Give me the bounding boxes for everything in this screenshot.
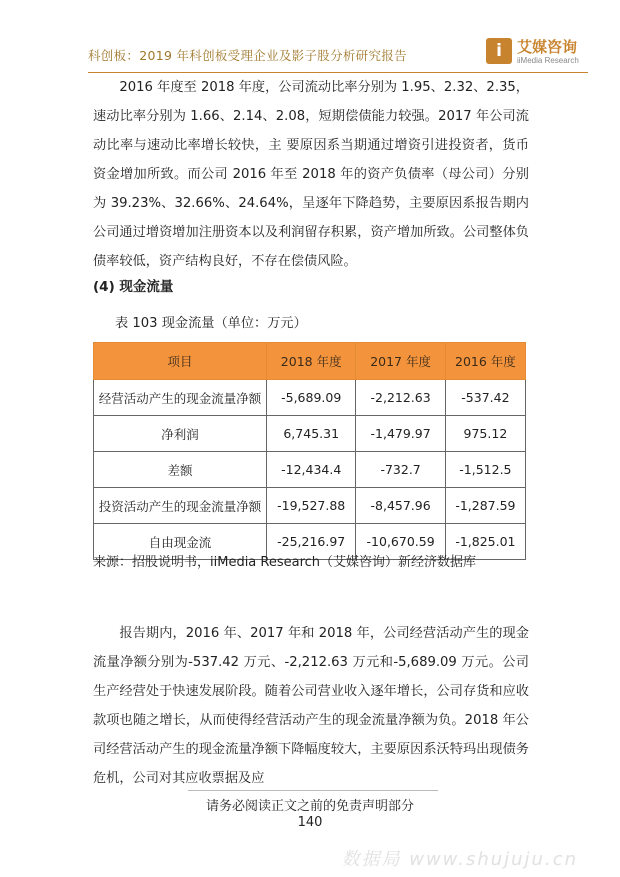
- table-cell: -8,457.96: [356, 488, 445, 524]
- table-row: [94, 452, 526, 488]
- column-header-2017: 2017 年度: [356, 343, 445, 380]
- table-cell: -25,216.97: [267, 524, 356, 560]
- watermark: 数据局 www.shujuju.cn: [341, 849, 578, 870]
- table-row: [94, 380, 526, 416]
- row-label: 经营活动产生的现金流量净额: [94, 380, 267, 416]
- row-label: 自由现金流: [94, 524, 267, 560]
- section-heading: (4) 现金流量: [93, 279, 174, 295]
- table-cell: -1,479.97: [356, 416, 445, 452]
- table-cell: -5,689.09: [267, 380, 356, 416]
- report-title: 科创板：2019 年科创板受理企业及影子股分析研究报告: [88, 48, 407, 63]
- table-cell: -1,287.59: [445, 488, 525, 524]
- row-label: 差额: [94, 452, 267, 488]
- table-cell: 6,745.31: [267, 416, 356, 452]
- row-label: 投资活动产生的现金流量净额: [94, 488, 267, 524]
- page-header: [88, 38, 588, 72]
- logo-name-cn: 艾媒咨询: [517, 38, 578, 56]
- table-cell: -1,512.5: [445, 452, 525, 488]
- logo-mark-icon: i: [486, 38, 512, 64]
- table-source: 来源：招股说明书，iiMedia Research（艾媒咨询）新经济数据库: [93, 555, 477, 570]
- liquidity-paragraph: 2016 年度至 2018 年度，公司流动比率分别为 1.95、2.32、2.35，速动比率分别为 1.66、2.14、2.08，短期偿债能力较强。2017 年公司流动比率与速动比率增长较快，主 要原因系当期通过增资引进投资者，货币资金增加所致。而公司 2016 年至 2018 年的资产负债率（母公司）分别为 39.23%、32.66%、24.64%，呈逐年下降趋势，主要原因系报告期内公司通过增资增加注册资本以及利润留存积累，资产增加所致。公司整体负债率较低，资产结构良好，不存在偿债风险。: [93, 80, 529, 269]
- disclaimer-note: 请务必阅读正文之前的免责声明部分: [205, 799, 414, 814]
- table-cell: -732.7: [356, 452, 445, 488]
- table-cell: -19,527.88: [267, 488, 356, 524]
- table-caption: 表 103 现金流量（单位：万元）: [115, 316, 307, 331]
- table-cell: -537.42: [445, 380, 525, 416]
- column-header-item: 项目: [94, 343, 267, 380]
- row-label: 净利润: [94, 416, 267, 452]
- cash-flow-paragraph: 报告期内，2016 年、2017 年和 2018 年，公司经营活动产生的现金流量净额分别为-537.42 万元、-2,212.63 万元和-5,689.09 万元。公司生产经营处于快速发展阶段。随着公司营业收入逐年增长，公司存货和应收款项也随之增长，从而使得经营活动产生的现金流量净额为负。2018 年公司经营活动产生的现金流量净额下降幅度较大，主要原因系沃特玛出现债务危机，公司对其应收票据及应: [93, 626, 529, 786]
- table-cell: -2,212.63: [356, 380, 445, 416]
- logo-name-en: iiMedia Research: [517, 56, 579, 65]
- page-number: 140: [297, 815, 323, 830]
- column-header-2016: 2016 年度: [445, 343, 525, 380]
- table-cell: 975.12: [445, 416, 525, 452]
- footer-divider: [188, 790, 438, 791]
- table-cell: -1,825.01: [445, 524, 525, 560]
- table-row: [94, 416, 526, 452]
- table-header-row: [94, 343, 526, 380]
- column-header-2018: 2018 年度: [267, 343, 356, 380]
- table-cell: -10,670.59: [356, 524, 445, 560]
- iimedia-logo: [486, 38, 588, 70]
- table-cell: -12,434.4: [267, 452, 356, 488]
- table-row: [94, 488, 526, 524]
- cash-flow-table: [93, 342, 526, 560]
